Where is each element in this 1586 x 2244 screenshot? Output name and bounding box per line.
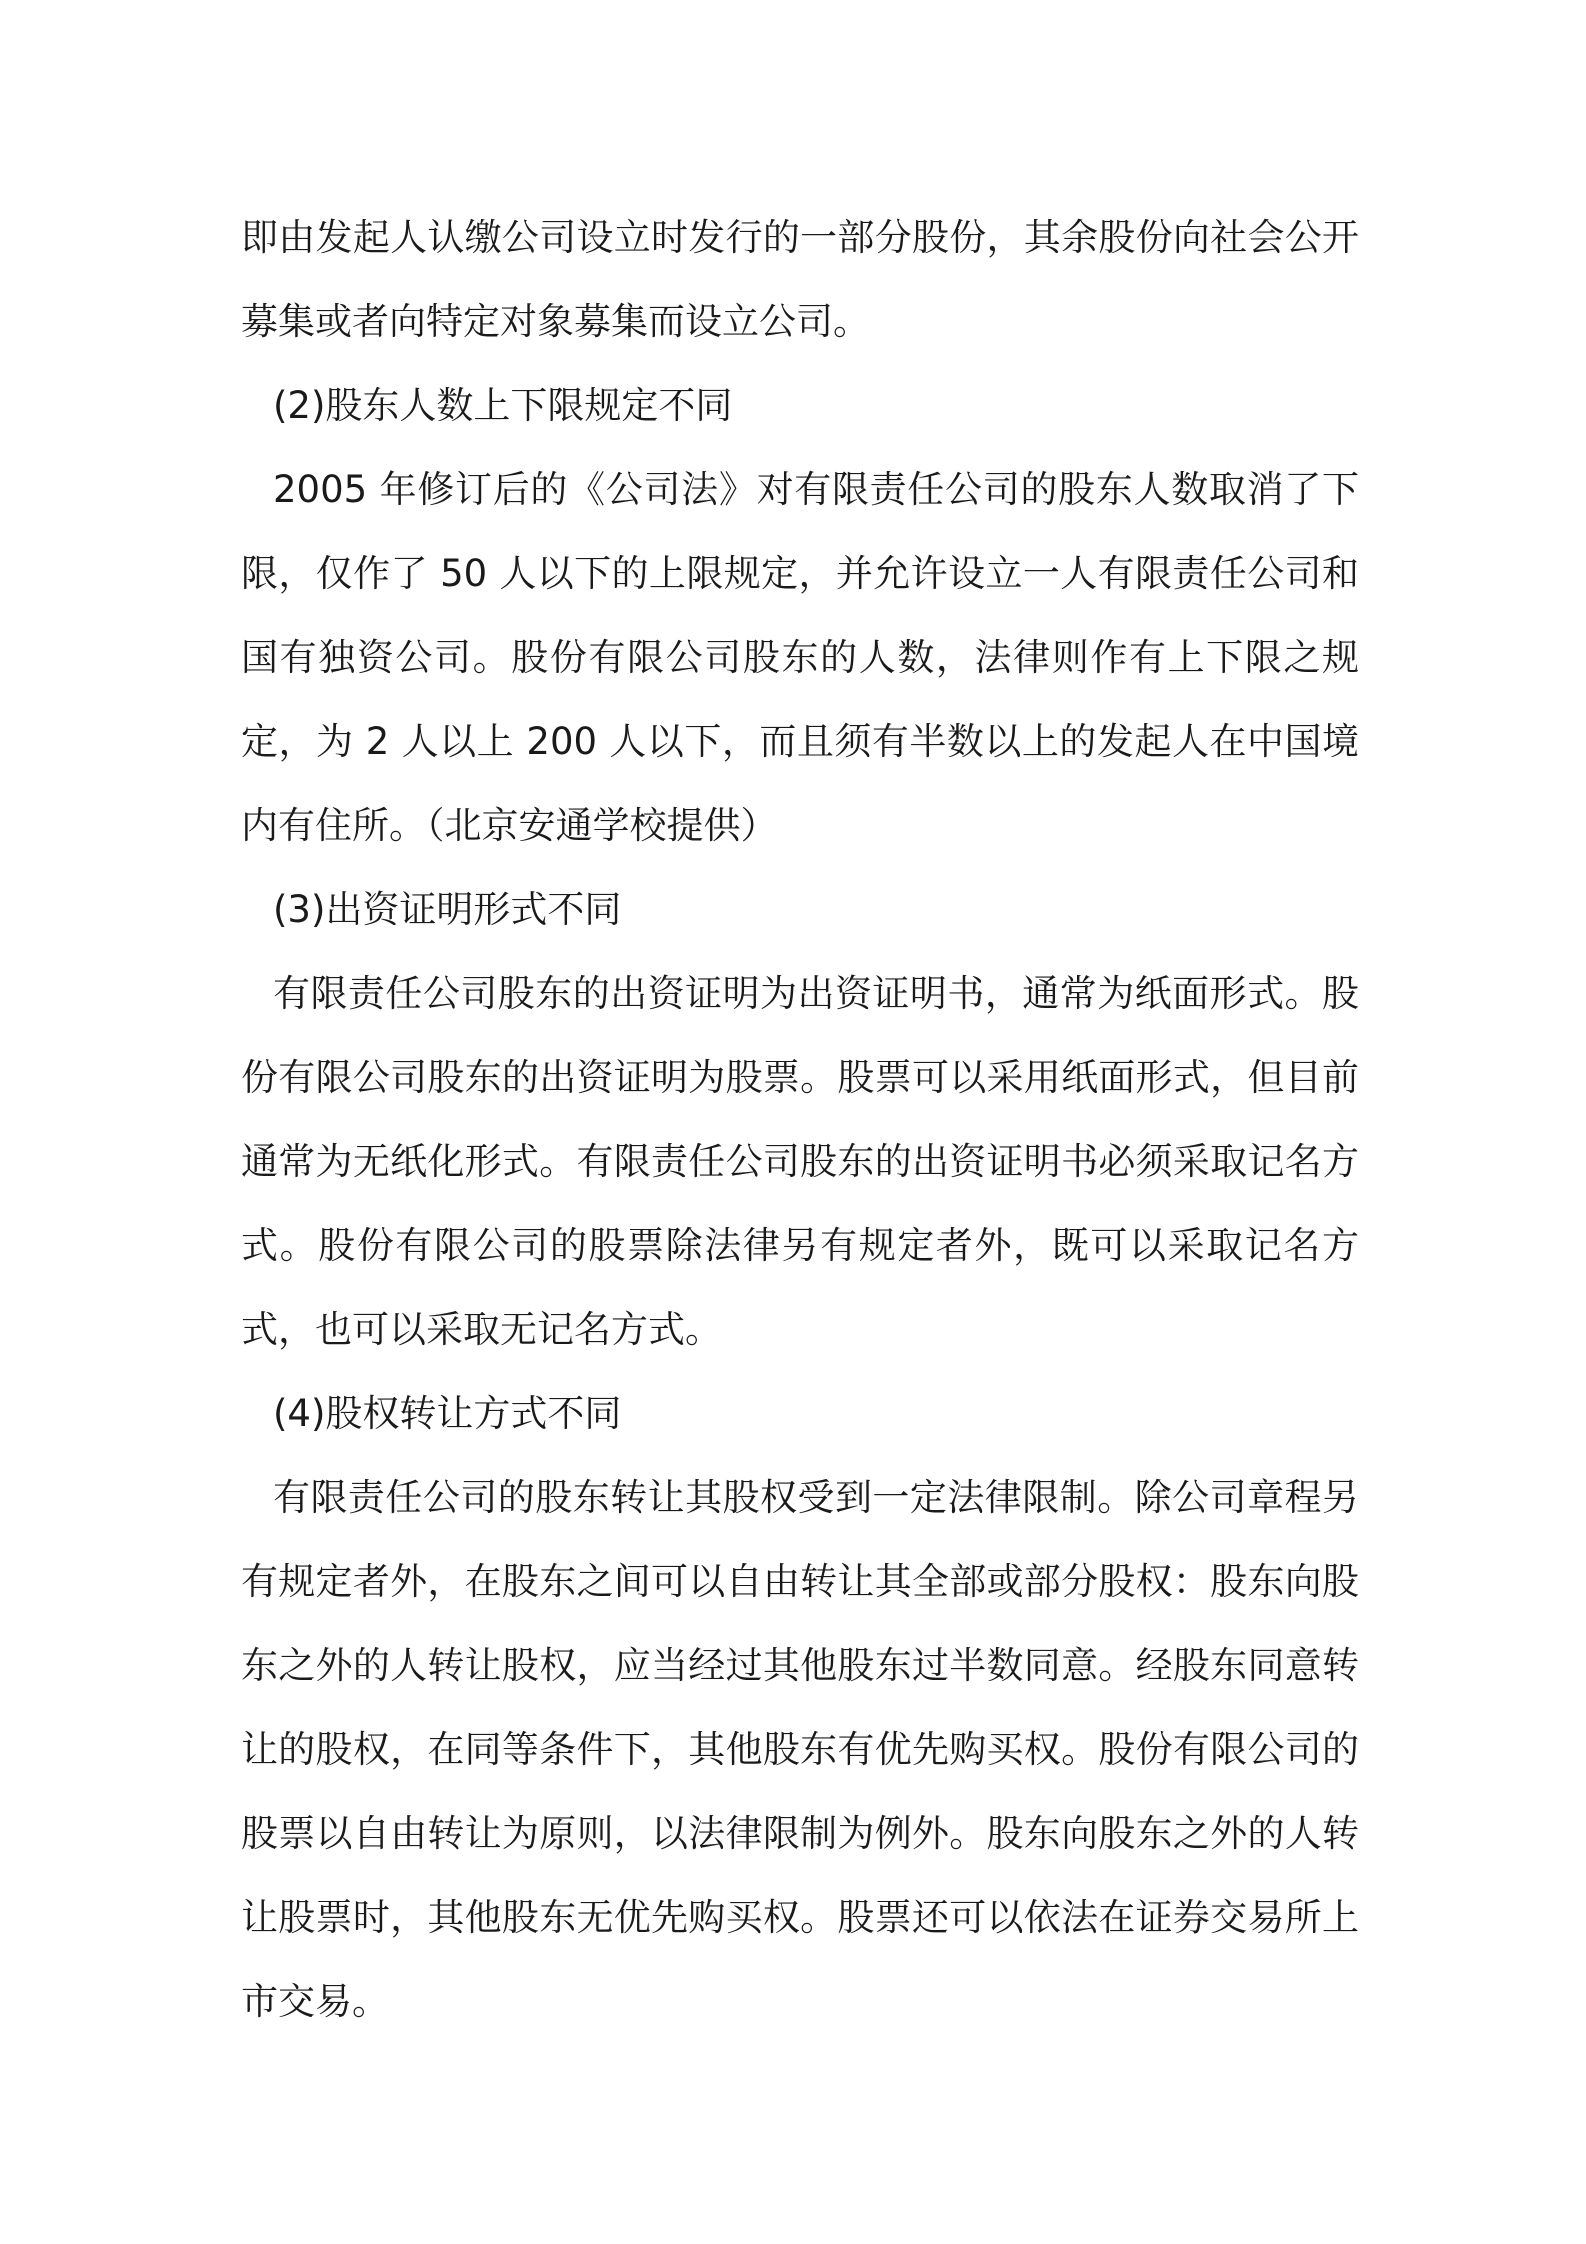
paragraph-equity-transfer: 有限责任公司的股东转让其股权受到一定法律限制。除公司章程另有规定者外，在股东之间可以自由转让其全部或部分股权：股东向股东之外的人转让股权，应当经过其他股东过半数同意。经股东同意转让的股权，在同等条件下，其他股东有优先购买权。股份有限公司的股票以自由转让为原则，以法律限制为例外。股东向股东之外的人转让股票时，其他股东无优先购买权。股票还可以依法在证券交易所上市交易。 (241, 1476, 1359, 2023)
section-heading-shareholder-count: (2)股东人数上下限规定不同 (273, 384, 733, 427)
paragraph-continuation: 即由发起人认缴公司设立时发行的一部分股份，其余股份向社会公开募集或者向特定对象募集而设立公司。 (241, 216, 1359, 343)
section-heading-equity-transfer: (4)股权转让方式不同 (273, 1392, 622, 1435)
document-body (241, 196, 1359, 2044)
paragraph-capital-proof: 有限责任公司股东的出资证明为出资证明书，通常为纸面形式。股份有限公司股东的出资证明为股票。股票可以采用纸面形式，但目前通常为无纸化形式。有限责任公司股东的出资证明书必须采取记名方式。股份有限公司的股票除法律另有规定者外，既可以采取记名方式，也可以采取无记名方式。 (241, 972, 1359, 1351)
paragraph-shareholder-count: 2005 年修订后的《公司法》对有限责任公司的股东人数取消了下限，仅作了 50 人以下的上限规定，并允许设立一人有限责任公司和国有独资公司。股份有限公司股东的人数，法律则作有上下限之规定，为 2 人以上 200 人以下，而且须有半数以上的发起人在中国境内有住所。（北京安通学校提供） (241, 468, 1359, 847)
section-heading-capital-proof: (3)出资证明形式不同 (273, 888, 622, 931)
